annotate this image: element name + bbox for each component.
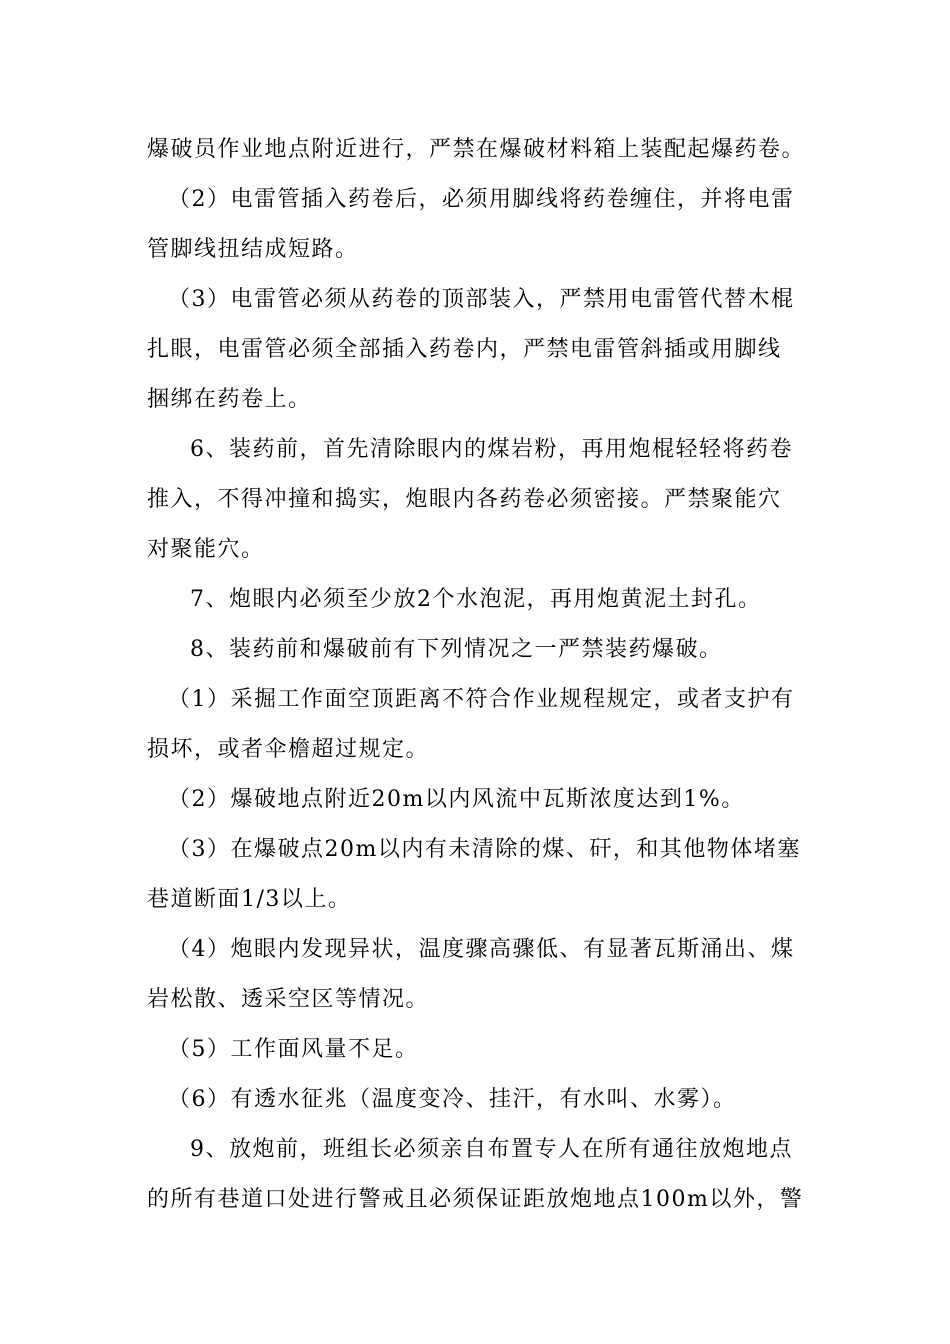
text-line: 岩松散、透采空区等情况。 <box>147 987 430 1012</box>
text-line: 7、炮眼内必须至少放2个水泡泥，再用炮黄泥土封孔。 <box>190 587 762 612</box>
text-line: 巷道断面1/3以上。 <box>147 887 352 912</box>
text-line: 捆绑在药卷上。 <box>147 387 312 412</box>
text-line: （5）工作面风量不足。 <box>168 1037 419 1062</box>
text-line: 爆破员作业地点附近进行，严禁在爆破材料箱上装配起爆药卷。 <box>147 137 806 162</box>
text-line: 8、装药前和爆破前有下列情况之一严禁装药爆破。 <box>190 637 723 662</box>
text-line: 对聚能穴。 <box>147 537 265 562</box>
text-line: （2）爆破地点附近20m以内风流中瓦斯浓度达到1%。 <box>168 787 745 812</box>
text-line: 扎眼，电雷管必须全部插入药卷内，严禁电雷管斜插或用脚线 <box>147 337 782 362</box>
text-line: （3）电雷管必须从药卷的顶部装入，严禁用电雷管代替木棍 <box>168 287 795 312</box>
text-line: （6）有透水征兆（温度变冷、挂汗，有水叫、水雾）。 <box>168 1087 737 1112</box>
text-line: 损坏，或者伞檐超过规定。 <box>147 737 430 762</box>
text-line: 6、装药前，首先清除眼内的煤岩粉，再用炮棍轻轻将药卷 <box>190 437 793 462</box>
text-line: 的所有巷道口处进行警戒且必须保证距放炮地点100m以外，警 <box>147 1187 804 1212</box>
text-line: 管脚线扭结成短路。 <box>147 237 359 262</box>
text-line: （1）采掘工作面空顶距离不符合作业规程规定，或者支护有 <box>168 687 795 712</box>
text-line: （4）炮眼内发现异状，温度骤高骤低、有显著瓦斯涌出、煤 <box>168 937 795 962</box>
text-line: 推入，不得冲撞和捣实，炮眼内各药卷必须密接。严禁聚能穴 <box>147 487 782 512</box>
text-line: （3）在爆破点20m以内有未清除的煤、矸，和其他物体堵塞 <box>168 837 801 862</box>
text-line: （2）电雷管插入药卷后，必须用脚线将药卷缠住，并将电雷 <box>168 187 795 212</box>
text-line: 9、放炮前，班组长必须亲自布置专人在所有通往放炮地点 <box>190 1137 793 1162</box>
